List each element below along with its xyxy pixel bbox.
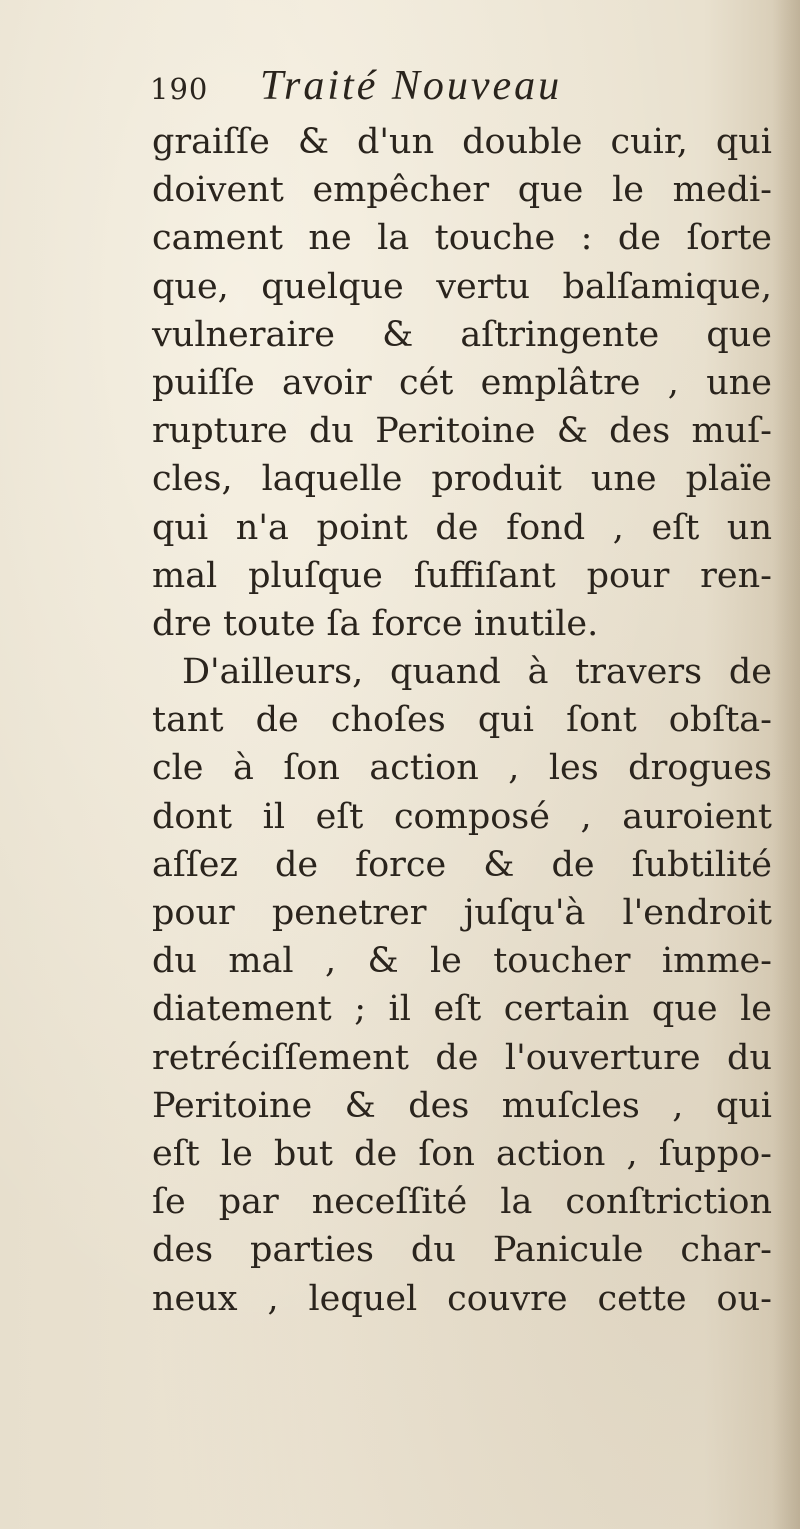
text-line: mal pluſque ſuffiſant pour ren- [152,555,772,596]
text-line: tant de choſes qui ſont obſta- [152,700,772,741]
text-line: du mal , & le toucher imme- [152,941,772,982]
text-line: doivent empêcher que le medi- [152,170,772,211]
text-line: graiſſe & d'un double cuir, qui [152,122,772,162]
page-header [150,62,710,112]
page-number: 190 [150,72,209,106]
text-line: aſſez de force & de ſubtilité [152,844,772,885]
text-line: vulneraire & aſtringente que [152,314,772,355]
text-line: D'ailleurs, quand à travers de [182,652,772,693]
text-line: Peritoine & des muſcles , qui [152,1085,772,1126]
text-line: rupture du Peritoine & des muſ- [152,411,772,452]
text-line: puiſſe avoir cét emplâtre , une [152,362,772,403]
text-line: qui n'a point de fond , eſt un [152,507,772,548]
text-line: dre toute ſa force inutile. [152,603,599,644]
page-edge-shadow [772,0,800,1529]
text-line: que, quelque vertu balſamique, [152,266,772,307]
running-title: Traité Nouveau [260,63,563,109]
text-line: cle à ſon action , les drogues [152,748,772,789]
text-line: eſt le but de ſon action , ſuppo- [152,1133,772,1174]
text-line: retréciſſement de l'ouverture du [152,1037,772,1078]
text-line: neux , lequel couvre cette ou- [152,1278,772,1319]
text-line: dont il eſt composé , auroient [152,796,772,837]
text-line: cament ne la touche : de ſorte [152,218,772,259]
text-line: des parties du Panicule char- [152,1230,772,1271]
text-line: cles, laquelle produit une plaïe [152,459,772,500]
text-line: pour penetrer juſqu'à l'endroit [152,893,772,933]
body-text [152,118,772,1323]
text-line: ſe par neceſſité la conſtriction [152,1182,772,1223]
text-line: diatement ; il eſt certain que le [152,989,772,1030]
